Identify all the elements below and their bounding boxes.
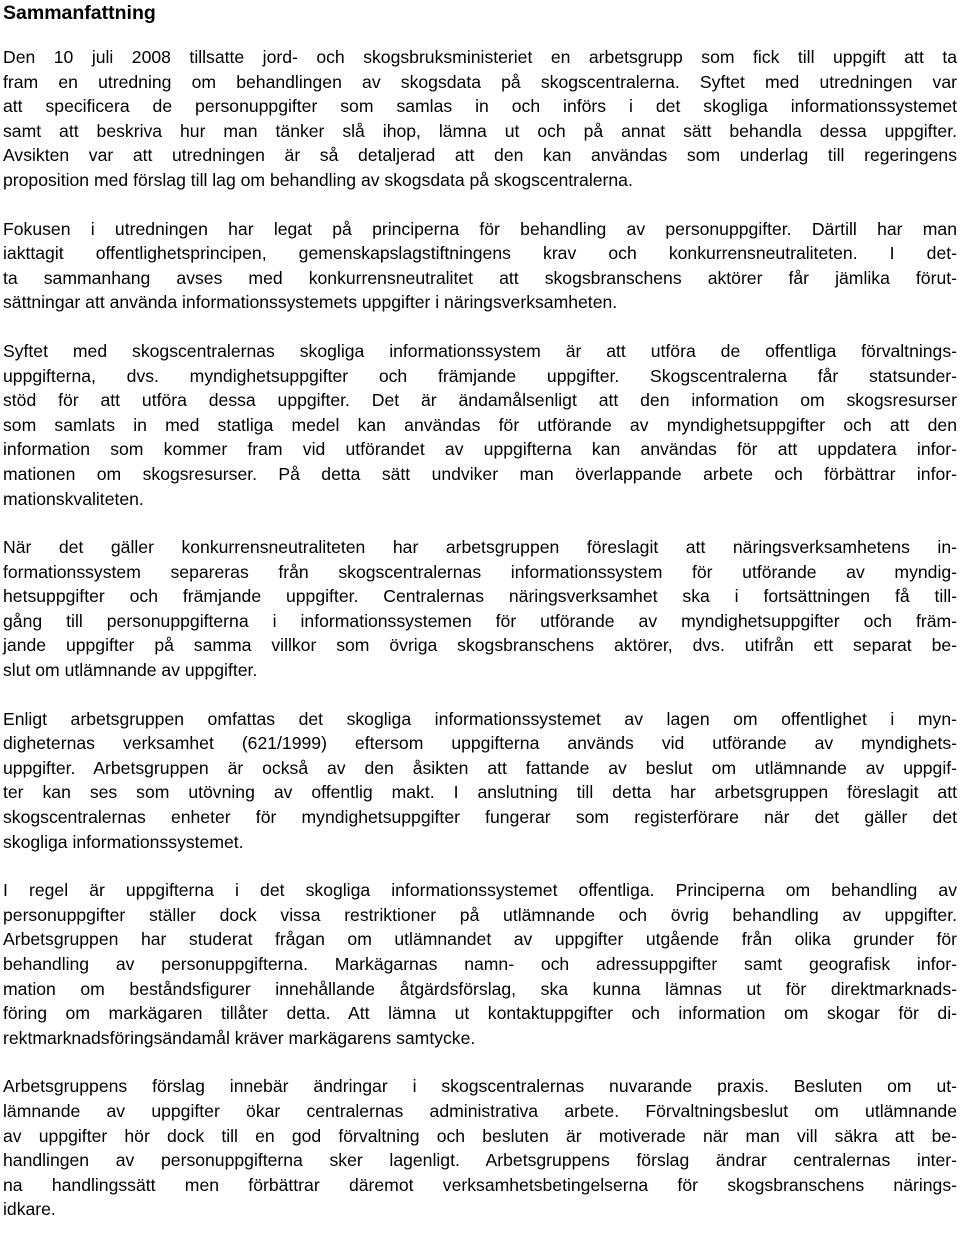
text-line: lämnande av uppgifter ökar centralernas administrativa arbete. Förvaltningsbeslut om utlämnande <box>3 1100 957 1121</box>
text-line: proposition med förslag till lag om behandling av skogsdata på skogscentralerna. <box>3 169 633 190</box>
paragraph <box>3 217 957 315</box>
text-line: Fokusen i utredningen har legat på principerna för behandling av personuppgifter. Därtill har man <box>3 218 957 239</box>
text-line: mationskvaliteten. <box>3 488 144 509</box>
text-line: personuppgifter ställer dock vissa restriktioner på utlämnande och övrig behandling av uppgifter. <box>3 904 957 925</box>
text-line: uppgifter. Arbetsgruppen är också av den åsikten att fattande av beslut om utlämnande av uppgif- <box>3 757 957 778</box>
text-line: behandling av personuppgifterna. Markägarnas namn- och adressuppgifter samt geografisk infor- <box>3 954 957 974</box>
paragraph <box>3 707 957 855</box>
text-line: mationen om skogsresurser. På detta sätt undviker man överlappande arbete och förbättrar infor- <box>3 463 957 484</box>
text-line: formationssystem separeras från skogscentralernas informationssystem för utförande av myndig- <box>3 561 957 582</box>
document-body <box>3 45 957 1222</box>
text-line: Den 10 juli 2008 tillsatte jord- och skogsbruksministeriet en arbetsgrupp som fick till uppgift att ta <box>3 47 957 67</box>
text-line: ter kan ses som utövning av offentlig makt. I anslutning till detta har arbetsgruppen föreslagit att <box>3 782 957 803</box>
text-line: som samlats in med statliga medel kan användas för utförande av myndighetsuppgifter och att den <box>3 414 957 435</box>
text-line: samt att beskriva hur man tänker slå ihop, lämna ut och på annat sätt behandla dessa uppgifter. <box>3 120 957 141</box>
text-line: av uppgifter hör dock till en god förvaltning och besluten är motiverade när man vill säkra att be- <box>3 1125 957 1146</box>
text-line: information som kommer fram vid utförandet av uppgifterna kan användas för att uppdatera infor- <box>3 439 957 460</box>
paragraph <box>3 45 957 193</box>
text-line: Arbetsgruppen har studerat frågan om utlämnandet av uppgifter utgående från olika grunder för <box>3 929 957 950</box>
paragraph-gap <box>3 315 957 339</box>
text-line: Syftet med skogscentralernas skogliga informationssystem är att utföra de offentliga förvaltnings- <box>3 340 957 361</box>
spacer <box>3 26 957 45</box>
paragraph <box>3 535 957 683</box>
paragraph <box>3 339 957 511</box>
text-line: skogscentralernas enheter för myndighetsuppgifter fungerar som registerförare när det gäller det <box>3 807 957 828</box>
text-line: I regel är uppgifterna i det skogliga informationssystemet offentliga. Principerna om behandling av <box>3 880 957 901</box>
text-line: rektmarknadsföringsändamål kräver markägarens samtycke. <box>3 1027 476 1048</box>
text-line: uppgifterna, dvs. myndighetsuppgifter och främjande uppgifter. Skogscentralerna får statsunder- <box>3 365 957 386</box>
text-line: ta sammanhang avses med konkurrensneutralitet att skogsbranschens aktörer får jämlika förut- <box>3 267 957 288</box>
text-line: stöd för att utföra dessa uppgifter. Det är ändamålsenligt att den information om skogsresurser <box>3 390 957 411</box>
text-line: Avsikten var att utredningen är så detaljerad att den kan användas som underlag till regeringens <box>3 145 957 166</box>
text-line: föring om markägaren tillåter detta. Att lämna ut kontaktuppgifter och information om skogar för di- <box>3 1003 957 1024</box>
text-line: idkare. <box>3 1199 56 1220</box>
text-line: hetsuppgifter och främjande uppgifter. Centralernas näringsverksamhet ska i fortsättningen få till- <box>3 586 957 607</box>
paragraph-gap <box>3 1050 957 1074</box>
text-line: slut om utlämnande av uppgifter. <box>3 660 258 681</box>
paragraph-gap <box>3 193 957 217</box>
text-line: gång till personuppgifterna i informationssystemen för utförande av myndighetsuppgifter och främ- <box>3 610 957 631</box>
text-line: fram en utredning om behandlingen av skogsdata på skogscentralerna. Syftet med utredningen var <box>3 71 957 92</box>
page-title: Sammanfattning <box>3 2 156 24</box>
text-line: iakttagit offentlighetsprincipen, gemenskapslagstiftningens krav och konkurrensneutraliteten. I det- <box>3 243 957 264</box>
text-line: skogliga informationssystemet. <box>3 831 244 852</box>
text-line: Arbetsgruppens förslag innebär ändringar i skogscentralernas nuvarande praxis. Besluten om ut- <box>3 1076 957 1097</box>
text-line: handlingen av personuppgifterna sker lagenligt. Arbetsgruppens förslag ändrar centralernas inter- <box>3 1150 957 1171</box>
paragraph <box>3 878 957 1050</box>
paragraph-gap <box>3 511 957 535</box>
text-line: digheternas verksamhet (621/1999) eftersom uppgifterna används vid utförande av myndighets- <box>3 733 957 754</box>
text-line: Enligt arbetsgruppen omfattas det skogliga informationssystemet av lagen om offentlighet i myn- <box>3 708 957 729</box>
text-line: na handlingssätt men förbättrar däremot verksamhetsbetingelserna för skogsbranschens närings- <box>3 1174 957 1195</box>
paragraph <box>3 1074 957 1222</box>
paragraph-gap <box>3 854 957 878</box>
text-line: att specificera de personuppgifter som samlas in och införs i det skogliga informationssystemet <box>3 96 957 117</box>
text-line: mation om beståndsfigurer innehållande åtgärdsförslag, ska kunna lämnas ut för direktmarknads- <box>3 978 957 999</box>
text-line: När det gäller konkurrensneutraliteten har arbetsgruppen föreslagit att näringsverksamhetens in- <box>3 537 957 558</box>
paragraph-gap <box>3 683 957 707</box>
text-line: jande uppgifter på samma villkor som övriga skogsbranschens aktörer, dvs. utifrån ett separat be- <box>3 635 957 656</box>
text-line: sättningar att använda informationssystemets uppgifter i näringsverksamheten. <box>3 292 618 313</box>
